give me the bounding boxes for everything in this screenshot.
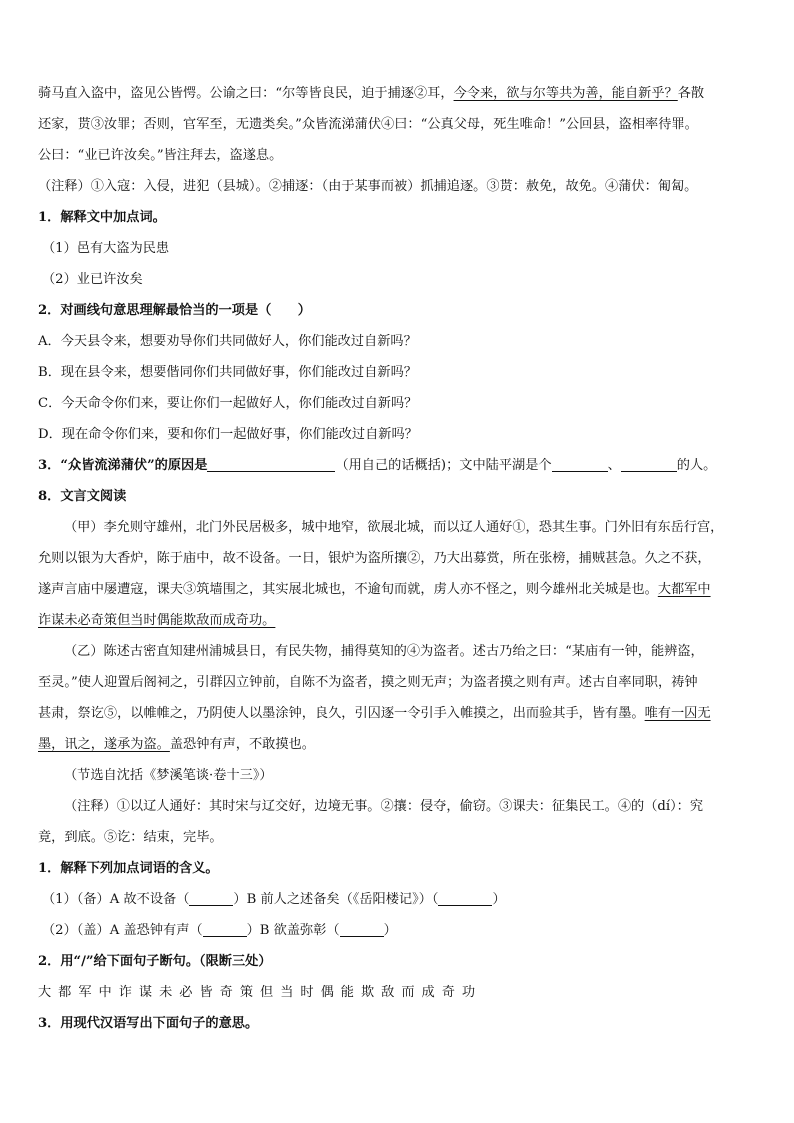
answer-blank: [189, 891, 233, 906]
text: 各散: [677, 86, 705, 101]
text: （2）（盖）A 盖恐钟有声（: [42, 923, 203, 938]
sub-question-1-title: 1．解释下列加点词语的含义。: [38, 861, 219, 876]
text: 的人。: [676, 458, 717, 473]
text: ）B 前人之述备矣（《岳阳楼记》）（: [233, 892, 439, 907]
answer-blank: [552, 457, 608, 472]
text: 、: [607, 458, 621, 473]
jia-line-2: 允则以银为大香炉，陈于庙中，故不设备。一日，银炉为盗所攘②，乃大出募赏，所在张榜，捕贼甚急。久之不获，: [38, 551, 711, 566]
yi-line-1: （乙）陈述古密直知建州浦城县日，有民失物，捕得莫知的④为盗者。述古乃绐之曰：“某庙有一钟，能辨盗，: [64, 644, 704, 659]
answer-blank: [203, 922, 247, 937]
question-2-option-d: D．现在命令你们来，要和你们一起做好事，你们能改过自新吗？: [38, 427, 418, 442]
answer-blank: [438, 891, 492, 906]
text: ）: [383, 923, 397, 938]
sub-question-1-item-1: [38, 884, 758, 915]
question-2-title: 2．对画线句意思理解最恰当的一项是（ ）: [38, 303, 311, 318]
underlined-sentence: 诈谋未必奇策但当时偶能欺敌而成奇功。: [38, 613, 276, 628]
passage-line-1: [38, 78, 758, 109]
question-1-item-2: （2）业已许汝矣: [42, 272, 143, 287]
text: 遂声言庙中屡遭寇，课夫③筑墙围之，其实展北城也，不逾旬而就，虏人亦不怪之，则今雄州北关城是也。: [38, 582, 658, 597]
answer-blank: [621, 457, 677, 472]
yi-line-4: [38, 729, 758, 760]
section-8-title: 8．文言文阅读: [38, 489, 127, 504]
text: 3．“众皆流涕蒲伏”的原因是: [38, 458, 208, 473]
sub-question-1-item-2: [38, 915, 758, 946]
sub-question-3-title: 3．用现代汉语写出下面句子的意思。: [38, 1016, 259, 1031]
passage-line-2: 还家，贳③汝罪；否则，官军至，无遗类矣。”众皆流涕蒲伏④曰：“公真父母，死生唯命！”公回县，盗相率待罪。: [38, 117, 698, 132]
question-2-option-b: B．现在县令来，想要偕同你们共同做好事，你们能改过自新吗？: [38, 365, 417, 380]
text: （用自己的话概括)；文中陆平湖是个: [335, 458, 552, 473]
sub-question-2-sentence: 大都军中诈谋未必皆奇策但当时偶能欺敌而成奇功: [38, 985, 483, 1000]
text: ）: [492, 892, 506, 907]
text: 骑马直入盗中，盗见公皆愕。公谕之曰：“尔等皆良民，迫于捕逐②耳，: [38, 86, 454, 101]
question-2-option-c: C．今天命令你们来，要让你们一起做好人，你们能改过自新吗？: [38, 396, 418, 411]
question-2-option-a: A．今天县令来，想要劝导你们共同做好人，你们能改过自新吗？: [38, 334, 417, 349]
passage-note: （注释）①入寇：入侵，进犯（县城）。②捕逐：（由于某事而被）抓捕追逐。③贳：赦免，故免。④蒲伏：匍匐。: [38, 179, 698, 194]
yi-line-2: 至灵。”使人迎置后阁祠之，引群囚立钟前，自陈不为盗者，摸之则无声；为盗者摸之则有声。述古自率同职，祷钟: [38, 675, 698, 690]
text: （1）（备）A 故不设备（: [42, 892, 190, 907]
text: ）B 欲盖弥彰（: [246, 923, 340, 938]
answer-blank: [340, 922, 384, 937]
underlined-sentence: 唯有一囚无: [644, 706, 711, 721]
passage-line-3: 公曰：“业已许汝矣。”皆注拜去，盗遂息。: [38, 148, 283, 163]
question-3: [38, 450, 758, 481]
text: 盖恐钟有声，不敢摸也。: [169, 737, 315, 752]
jia-line-4: [38, 605, 758, 636]
jia-line-3: [38, 574, 758, 605]
yi-note-1: （注释）①以辽人通好：其时宋与辽交好，边境无事。②攘：侵夺，偷窃。③课夫：征集民工。④的（dí）：究: [64, 799, 704, 814]
question-1-item-1: （1）邑有大盗为民患: [42, 241, 170, 256]
yi-source: （节选自沈括《梦溪笔谈·卷十三》）: [64, 768, 273, 783]
text: 甚肃，祭讫⑤，以帷帷之，乃阴使人以墨涂钟，良久，引囚逐一令引手入帷摸之，出而验其手，皆有墨。: [38, 706, 645, 721]
underlined-sentence: 墨，讯之，遂承为盗。: [38, 737, 170, 752]
underlined-sentence: 大都军中: [657, 582, 711, 597]
answer-blank: [207, 457, 335, 472]
underlined-sentence: 今令来，欲与尔等共为善，能自新乎？: [453, 86, 678, 101]
sub-question-2-title: 2．用“/”给下面句子断句。（限断三处）: [38, 954, 272, 969]
question-1-title: 1．解释文中加点词。: [38, 210, 166, 225]
yi-note-2: 竟，到底。⑤讫：结束，完毕。: [38, 830, 223, 845]
document-page: [38, 78, 758, 1039]
yi-line-3: [38, 698, 758, 729]
jia-line-1: （甲）李允则守雄州，北门外民居极多，城中地窄，欲展北城，而以辽人通好①，恐其生事。门外旧有东岳行宫，: [64, 520, 724, 535]
